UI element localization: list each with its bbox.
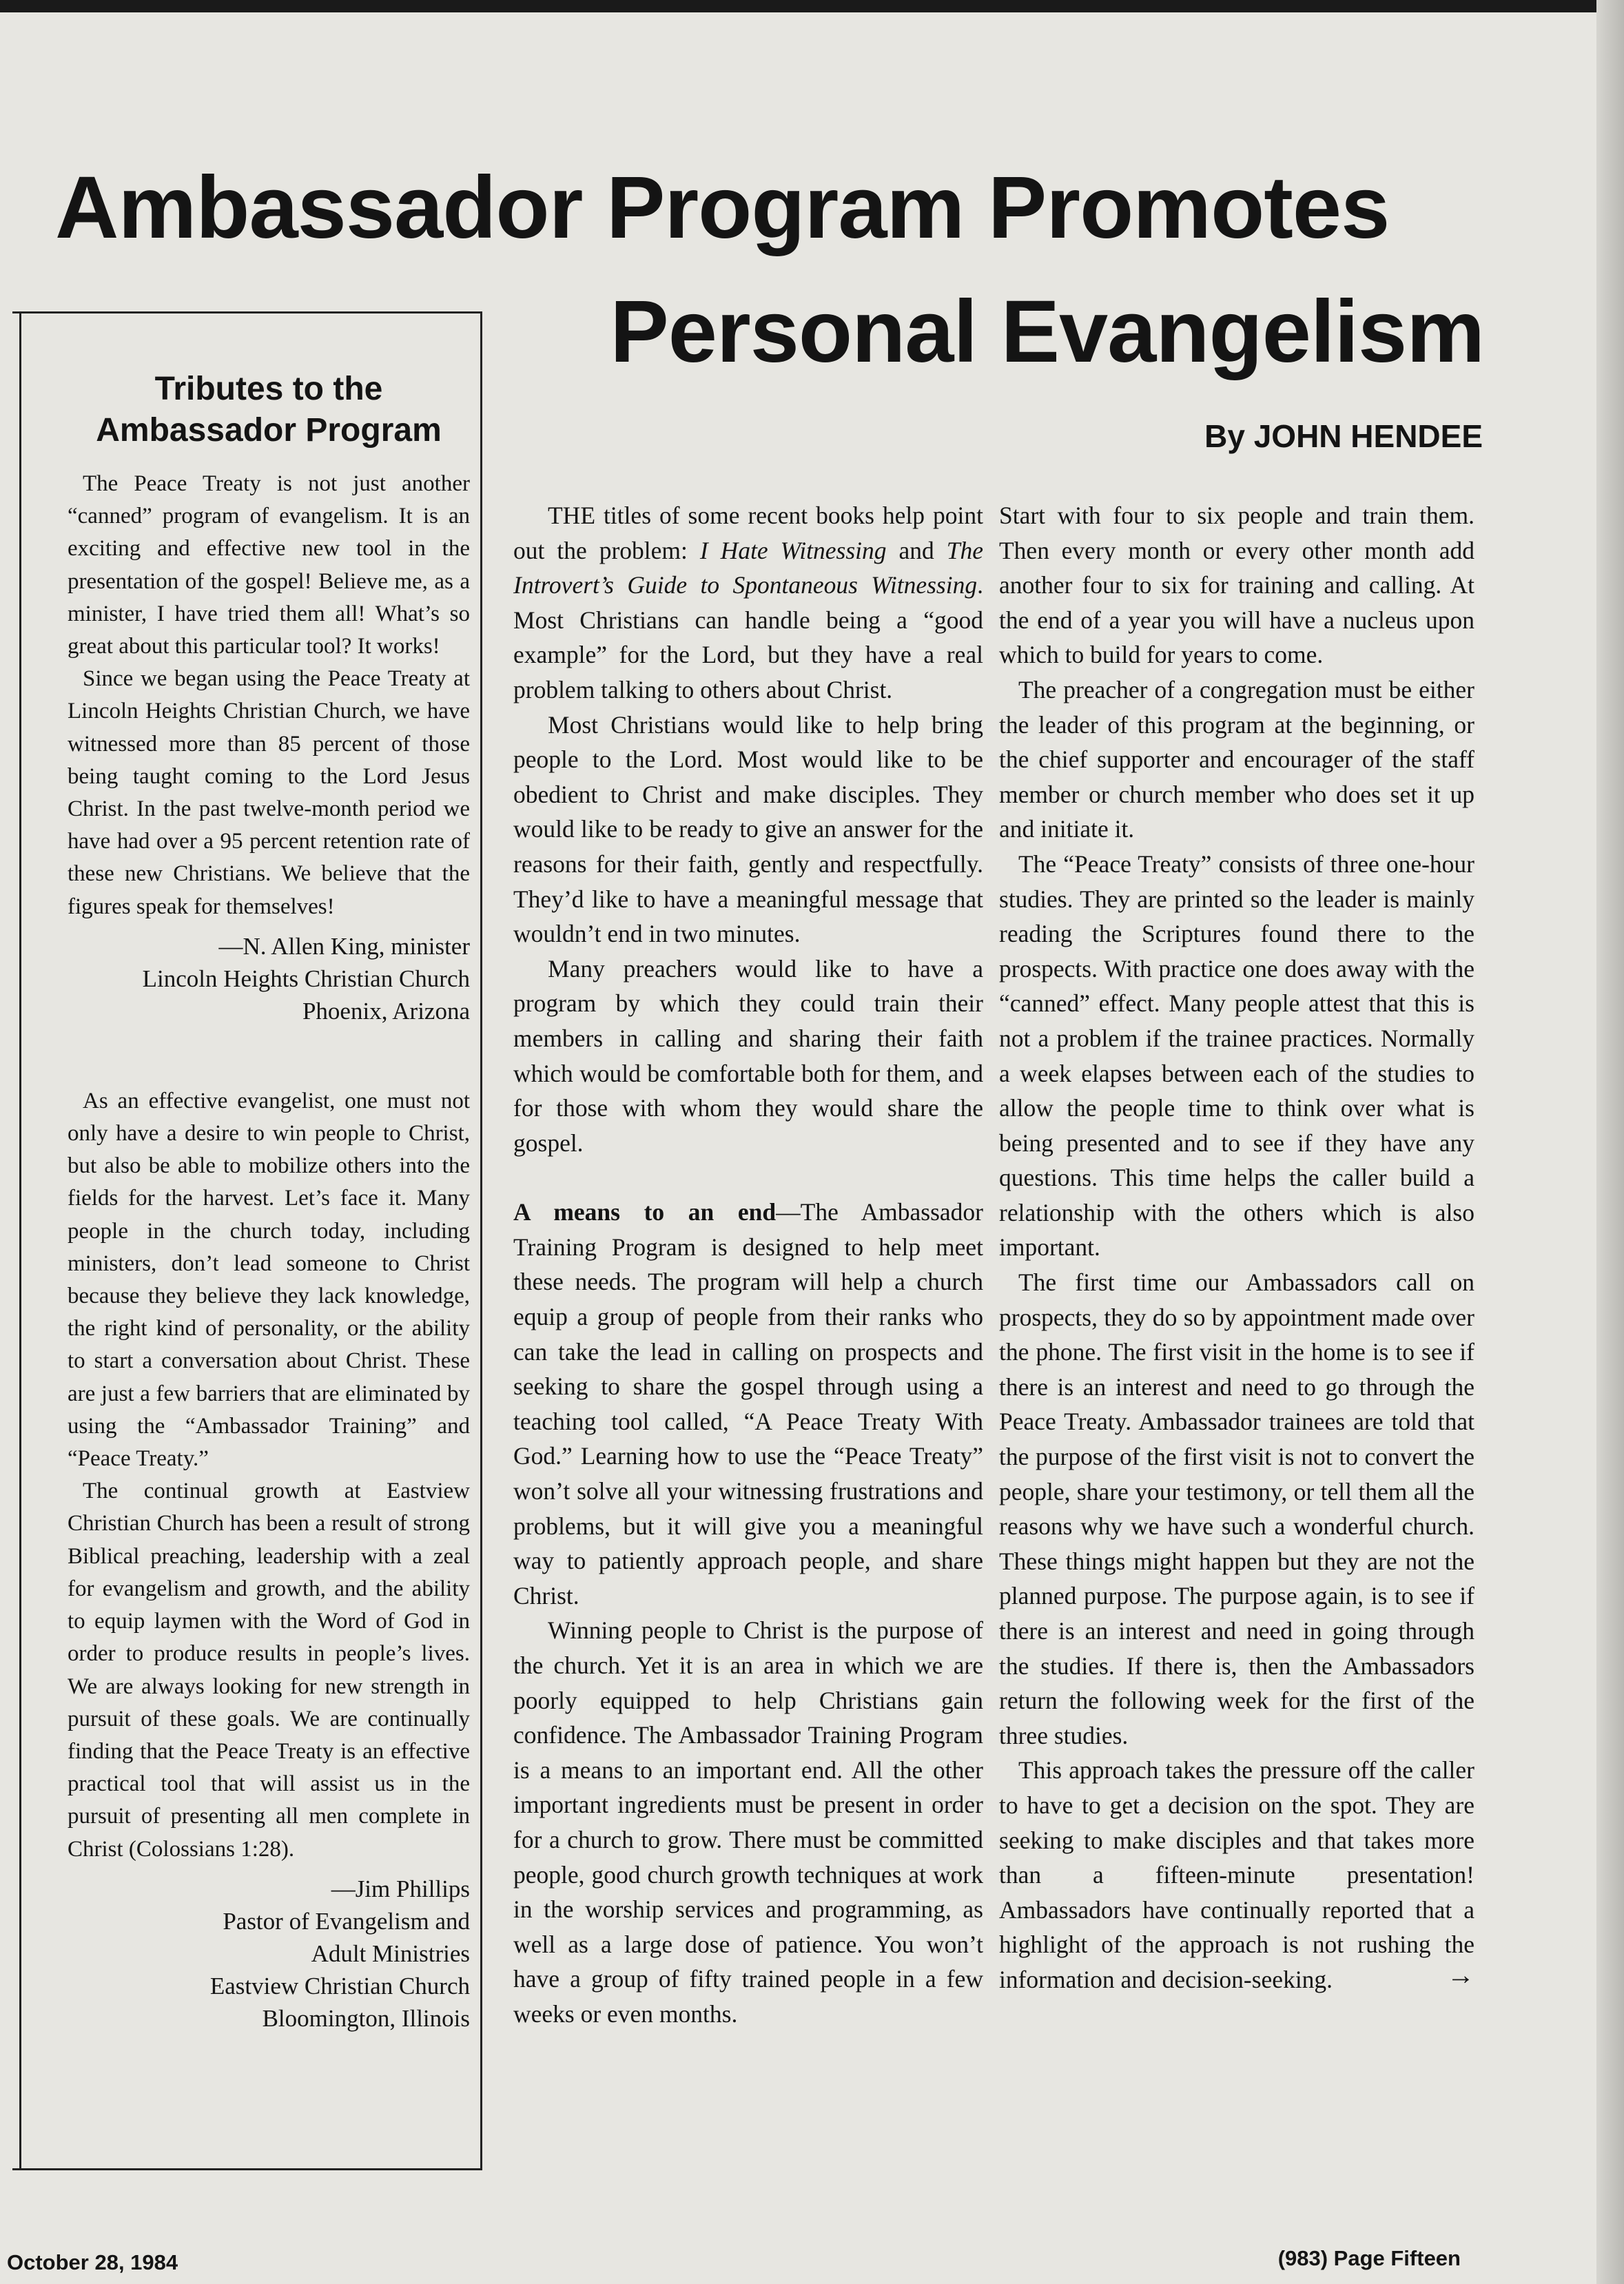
column3-paragraph2: The preacher of a congregation must be either the leader of this program at the beginning, or the chief supporter and encourager of the staff member or church member who does set it up and initiate it. <box>999 675 1474 843</box>
column2-p1-text-a: THE titles of some recent books help point out the problem: <box>513 502 983 564</box>
tributes-sidebar-box <box>12 311 482 2170</box>
column2-paragraph1 <box>513 498 983 708</box>
tribute2-signature-church: Eastview Christian Church <box>209 1972 470 1999</box>
book-title-introverts-guide: The Introvert’s Guide to Spontaneous Witnessing <box>513 536 984 599</box>
column2-section-gap <box>513 1160 983 1195</box>
tribute2-paragraph1: As an effective evangelist, one must not only have a desire to win people to Christ, but also be able to mobilize others into the fields for the harvest. Let’s face it. Many people in the church today, including ministers, don’t lead someone to Christ because they believe they lack knowledge, the right kind of personality, or the ability to start a conversation about Christ. These are just a few barriers that are eliminated by using the “Ambassador Training” and “Peace Treaty.” <box>68 1088 470 1472</box>
page-number: (983) Page Fifteen <box>1277 2246 1461 2270</box>
page-top-edge <box>0 0 1624 12</box>
article-title-line1: Ambassador Program Promotes <box>55 158 1390 257</box>
tribute1-paragraph1: The Peace Treaty is not just another “canned” program of evangelism. It is an exciting and effective new tool in the presentation of the gospel! Believe me, as a minister, I have tried them all! What’s so great about this particular tool? It works! <box>68 471 470 659</box>
article-column-2 <box>513 498 983 2032</box>
column2-paragraph4 <box>513 1195 983 1613</box>
article-column-3 <box>999 498 1474 1993</box>
section-subhead-means-to-an-end: A means to an end <box>513 1198 777 1226</box>
tribute1-signature-location: Phoenix, Arizona <box>302 997 470 1025</box>
tribute1-signature-name: —N. Allen King, minister <box>218 932 470 960</box>
column2-paragraph5: Winning people to Christ is the purpose of the church. Yet it is an area in which we are poorly equipped to help Christians gain confidence. The Ambassador Training Program is a means to an important end. All the other important ingredients must be present in order for a church to grow. There must be committed people, good church growth techniques at work in the worship services and programming, as well as a large dose of patience. You won’t have a group of fifty trained people in a few weeks or even months. <box>513 1616 983 2028</box>
sidebar-heading <box>68 369 470 451</box>
column3-paragraph5: This approach takes the pressure off the caller to have to get a decision on the spot. They are seeking to make disciples and that takes more than a fifteen-minute presentation! Ambassadors have continually reported that a highlight of the approach is not rushing the information and decision-seeking. <box>999 1756 1474 1993</box>
page-right-edge-shadow <box>1596 0 1624 2284</box>
tribute1-paragraph2: Since we began using the Peace Treaty at Lincoln Heights Christian Church, we have witnessed more than 85 percent of those being taught coming to the Lord Jesus Christ. In the past twelve-month period we have had over a 95 percent retention rate of these new Christians. We believe that the figures speak for themselves! <box>68 666 470 919</box>
book-title-i-hate-witnessing: I Hate Witnessing <box>699 536 887 564</box>
sidebar-heading-line1: Tributes to the <box>154 371 383 407</box>
tribute2-signature-name: —Jim Phillips <box>331 1875 470 1902</box>
sidebar-heading-line2: Ambassador Program <box>96 412 442 449</box>
column2-paragraph2: Most Christians would like to help bring people to the Lord. Most would like to be obedient to Christ and make disciples. They would like to be ready to give an answer for the reasons for their faith, gently and respectfully. They’d like to have a meaningful message that wouldn’t end in two minutes. <box>513 710 983 948</box>
tribute2-paragraph2: The continual growth at Eastview Christian Church has been a result of strong Biblical preaching, leadership with a zeal for evangelism and growth, and the ability to equip laymen with the Word of God in order to produce results in people’s lives. We are always looking for new strength in pursuit of these goals. We are continually finding that the Peace Treaty is an effective practical tool that will assist us in the pursuit of presenting all men complete in Christ (Colossians 1:28). <box>68 1479 470 1862</box>
article-byline: By JOHN HENDEE <box>1204 418 1483 454</box>
tribute2-signature-location: Bloomington, Illinois <box>262 2004 470 2032</box>
tribute2-signature-title2: Adult Ministries <box>311 1940 470 1967</box>
tributes-sidebar-content <box>68 369 470 2035</box>
tribute2-signature-title1: Pastor of Evangelism and <box>223 1907 470 1935</box>
tribute-separator <box>68 1027 470 1085</box>
column2-p1-text-b: and <box>886 536 947 564</box>
issue-date: October 28, 1984 <box>7 2250 178 2274</box>
column2-p4-text: —The Ambassador Training Program is designed to help meet these needs. The program will help a church equip a group of people from their ranks who can take the lead in calling on prospects and seeking to share the gospel through using a teaching tool called, “A Peace Treaty With God.” Learning how to use the “Peace Treaty” won’t solve all your witnessing frustrations and problems, but it will give you a meaningful way to patiently approach people, and share Christ. <box>513 1198 984 1609</box>
tribute1-signature-church: Lincoln Heights Christian Church <box>142 965 470 992</box>
article-title-line2: Personal Evangelism <box>610 282 1484 381</box>
column2-p1-text-c: . Most Christians can handle being a “good example” for the Lord, but they have a real problem talking to others about Christ. <box>513 571 983 703</box>
column3-paragraph4: The first time our Ambassadors call on prospects, they do so by appointment made over the phone. The first visit in the home is to see if there is an interest and need to go through the Peace Treaty. Ambassador trainees are told that the purpose of the first visit is not to convert the people, share your testimony, or tell them all the reasons why we have such a wonderful church. These things might happen but they are not the planned purpose. The purpose again, is to see if there is an interest and need in going through the studies. If there is, then the Ambassadors return the following week for the first of the three studies. <box>999 1268 1474 1749</box>
column2-paragraph3: Many preachers would like to have a program by which they could train their members in calling and sharing their faith which would be comfortable both for them, and for those with whom they would share the gospel. <box>513 954 983 1157</box>
column3-paragraph1: Start with four to six people and train them. Then every month or every other month add another four to six for training and calling. At the end of a year you will have a nucleus upon which to build for years to come. <box>999 502 1474 669</box>
column3-paragraph3: The “Peace Treaty” consists of three one-hour studies. They are printed so the leader is mainly reading the Scriptures found there to the prospects. With practice one does away with the “canned” effect. Many people attest that this is not a problem if the trainee practices. Normally a week elapses between each of the studies to allow the people time to think over what is being presented and to see if they have any questions. This time helps the caller build a relationship with the others which is also important. <box>999 850 1474 1262</box>
continued-arrow-icon: → <box>1447 1959 1474 1990</box>
